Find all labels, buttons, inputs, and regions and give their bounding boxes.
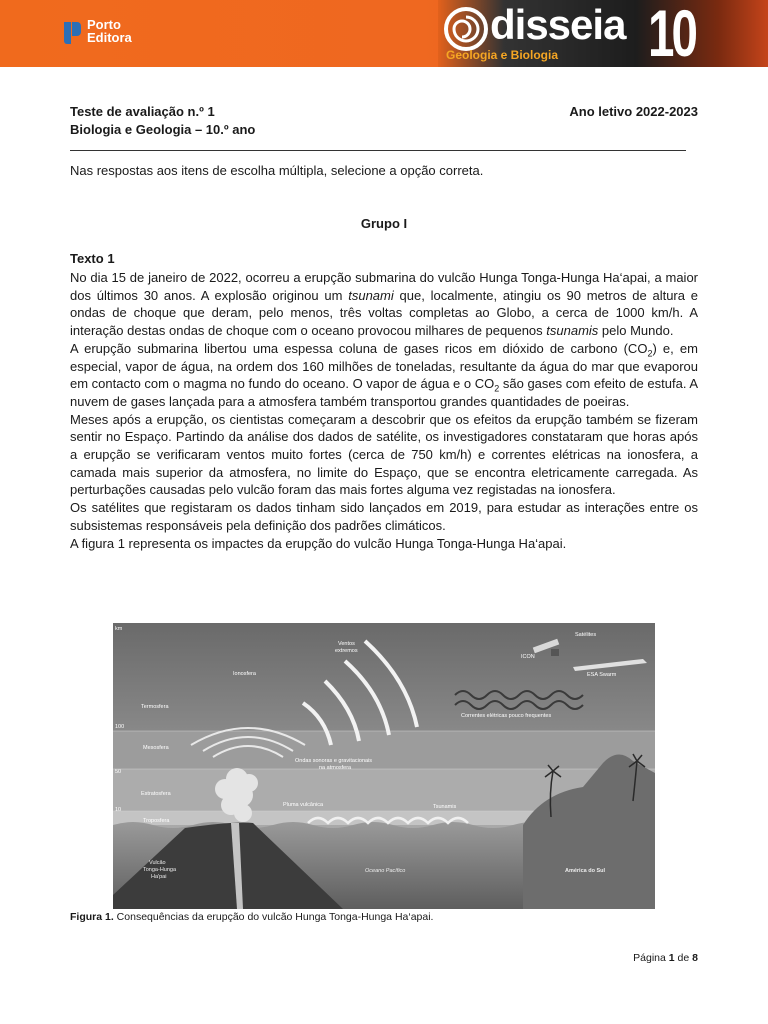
paragraph-2-part-b: ) e, em especial, vapor de água, na ordem dos 160 milhões de toneladas, resultante da água do mar que evaporou em contacto com o magma no fundo do oceano. O vapor de água e o CO (70, 340, 698, 392)
extreme-winds-label-1: Ventos (338, 641, 355, 647)
nautilus-shell-icon (443, 6, 489, 52)
mesosphere-label: Mesosfera (143, 745, 169, 751)
page-prefix: Página (633, 952, 669, 964)
test-title (70, 103, 255, 139)
group-heading: Grupo I (360, 216, 408, 231)
page-total: 8 (692, 952, 698, 964)
paragraph-2 (70, 340, 698, 411)
satellites-label: Satélites (575, 632, 597, 638)
publisher-line-2: Editora (87, 30, 132, 45)
esa-swarm-label: ESA Swarm (587, 672, 617, 678)
figure-caption-label: Figura 1. (70, 911, 114, 923)
tsunamis-label: Tsunamis (433, 804, 457, 810)
co2-subscript: 2 (494, 383, 500, 394)
electric-currents-label: Correntes elétricas pouco frequentes (461, 713, 552, 719)
brand-subtitle: Geologia e Biologia (446, 48, 559, 62)
figure-1-eruption-diagram (113, 623, 655, 909)
south-america-label: América do Sul (565, 868, 606, 874)
publisher-name (87, 18, 132, 44)
page-current: 1 (668, 952, 675, 964)
page-separator: de (674, 952, 693, 964)
page-number (633, 952, 698, 964)
mesosphere-band (113, 731, 655, 769)
paragraph-1-part-a: No dia 15 de janeiro de 2022, ocorreu a erupção submarina do vulcão Hunga Tonga-Hunga Ha‘apai, a maior dos últimos 30 anos. A explosão originou um (70, 270, 698, 303)
paragraph-3: Meses após a erupção, os cientistas começaram a descobrir que os efeitos da erupção também se fizeram sentir no Espaço. Partindo da análise dos dados de satélite, os investigadores constataram que horas após a erupção se verificaram ventos muito fortes (cerca de 750 km/h) e correntes elétricas na ionosfera, a camada mais superior da atmosfera, no limite do Espaço, que se encontra eletricamente carregada. As perturbações causadas pelo vulcão foram das mais fortes alguma vez registadas na ionosfera. (70, 411, 698, 498)
altitude-50-label: 50 (115, 769, 122, 775)
figure-caption-text: Consequências da erupção do vulcão Hunga Tonga-Hunga Ha‘apai. (113, 911, 434, 923)
ionosphere-label: Ionosfera (233, 671, 256, 677)
altitude-100-label: 100 (115, 724, 125, 730)
waves-label-2: na atmosfera (319, 765, 352, 771)
brand-number: 10 (648, 0, 696, 67)
term-tsunamis: tsunamis (546, 323, 599, 339)
publisher-line-1: Porto (87, 17, 121, 32)
volcano-label-1: Vulcão (149, 860, 166, 866)
thermosphere-label: Termosfera (141, 704, 169, 710)
paragraph-2-part-a: A erupção submarina libertou uma espessa coluna de gases ricos em dióxido de carbono (CO (70, 340, 648, 356)
porto-editora-logo-icon (62, 20, 82, 46)
title-divider (70, 150, 686, 151)
plume-label: Pluma vulcânica (283, 802, 324, 808)
stratosphere-label: Estratosfera (141, 791, 171, 797)
pacific-ocean-label: Oceano Pacífico (365, 868, 406, 874)
waves-label-1: Ondas sonoras e gravitacionais (295, 758, 373, 764)
volcano-label-2: Tonga-Hunga (143, 867, 177, 873)
volcano-label-3: Ha'pai (151, 874, 167, 880)
test-title-line-2: Biologia e Geologia – 10.º ano (70, 122, 256, 137)
figure-caption (70, 911, 433, 923)
paragraph-5: A figura 1 representa os impactes da erupção do vulcão Hunga Tonga-Hunga Ha‘apai. (70, 535, 567, 551)
instructions: Nas respostas aos itens de escolha múltipla, selecione a opção correta. (70, 163, 484, 178)
text-heading: Texto 1 (70, 251, 115, 266)
extreme-winds-label-2: extremos (335, 648, 358, 654)
altitude-10-label: 10 (115, 807, 122, 813)
paragraph-1-part-b: que, localmente, atingiu os 90 metros de altura e ondas de choque que deram, pelo menos, três voltas completas ao Globo, a cerca de 1000 km/h. A interação destas ondas de choque com o oceano provocou milhares de pequenos (70, 287, 698, 339)
test-title-line-1: Teste de avaliação n.º 1 (70, 104, 215, 119)
icon-label: ICON (521, 654, 535, 660)
troposphere-label: Troposfera (143, 818, 170, 824)
header-banner (0, 0, 768, 67)
school-year: Ano letivo 2022-2023 (569, 104, 698, 119)
axis-unit-label: km (115, 626, 123, 632)
term-tsunami: tsunami (348, 287, 394, 303)
co2-subscript: 2 (647, 348, 653, 359)
paragraph-1-part-c: pelo Mundo. (598, 323, 674, 339)
paragraph-2-part-c: são gases com efeito de estufa. A nuvem de gases lançada para a atmosfera também transportou grandes quantidades de poeiras. (70, 376, 698, 409)
paragraph-4: Os satélites que registaram os dados tinham sido lançados em 2019, para estudar as interações entre os subsistemas responsáveis pela definição dos padrões climáticos. (70, 500, 698, 533)
paragraph-1 (70, 269, 698, 340)
brand-name: disseia (490, 1, 626, 48)
text-body (70, 269, 698, 552)
